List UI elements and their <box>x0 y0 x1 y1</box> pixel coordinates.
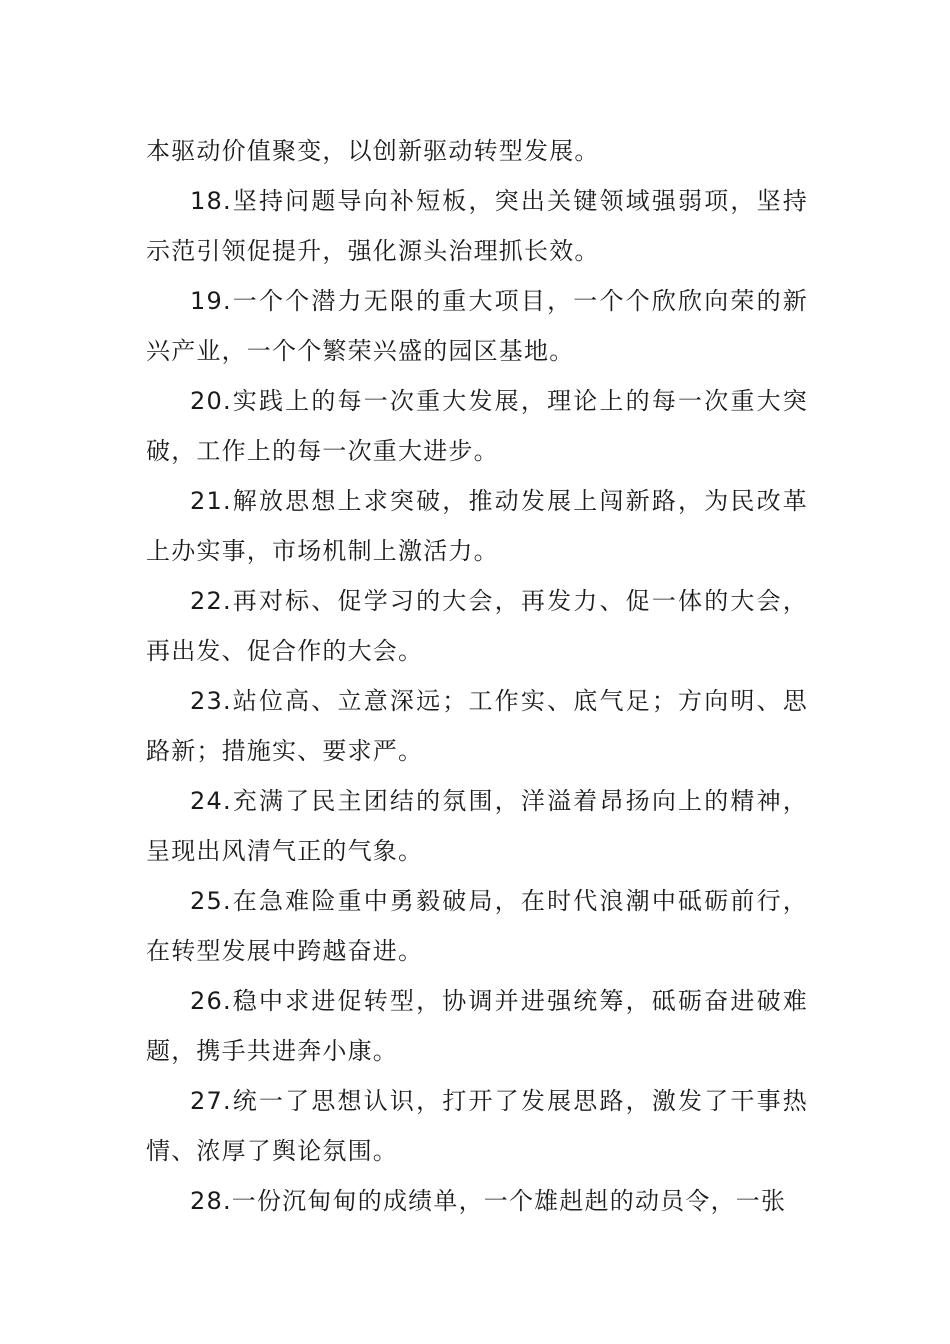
list-item-26: 26.稳中求进促转型，协调并进强统筹，砥砺奋进破难题，携手共进奔小康。 <box>146 987 808 1065</box>
list-item-24: 24.充满了民主团结的氛围，洋溢着昂扬向上的精神，呈现出风清气正的气象。 <box>146 787 808 865</box>
list-item-25: 25.在急难险重中勇毅破局，在时代浪潮中砥砺前行，在转型发展中跨越奋进。 <box>146 887 808 965</box>
list-item-21: 21.解放思想上求突破，推动发展上闯新路，为民改革上办实事，市场机制上激活力。 <box>146 487 808 565</box>
list-item-22: 22.再对标、促学习的大会，再发力、促一体的大会，再出发、促合作的大会。 <box>146 587 808 665</box>
list-item-18: 18.坚持问题导向补短板，突出关键领域强弱项，坚持示范引领促提升，强化源头治理抓长效。 <box>146 187 808 265</box>
list-item-27: 27.统一了思想认识，打开了发展思路，激发了干事热情、浓厚了舆论氛围。 <box>146 1087 808 1165</box>
document-page <box>146 126 808 1226</box>
list-item-28: 28.一份沉甸甸的成绩单，一个雄赳赳的动员令，一张 <box>190 1187 787 1215</box>
list-item-23: 23.站位高、立意深远；工作实、底气足；方向明、思路新；措施实、要求严。 <box>146 687 808 765</box>
list-item-19: 19.一个个潜力无限的重大项目，一个个欣欣向荣的新兴产业，一个个繁荣兴盛的园区基地。 <box>146 287 808 365</box>
continuation-paragraph: 本驱动价值聚变，以创新驱动转型发展。 <box>146 137 600 165</box>
list-item-20: 20.实践上的每一次重大发展，理论上的每一次重大突破，工作上的每一次重大进步。 <box>146 387 808 465</box>
